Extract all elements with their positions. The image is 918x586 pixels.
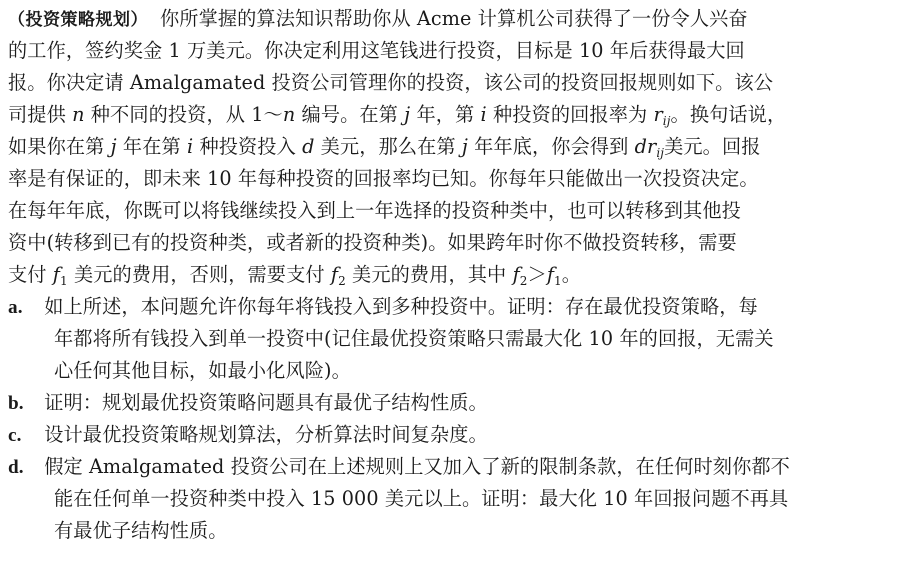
problem-line-3 xyxy=(8,67,908,99)
intro-text: 美元，那么在第 xyxy=(320,135,456,158)
item-label: c. xyxy=(8,425,22,446)
math-var: dr xyxy=(634,135,657,158)
math-var: n xyxy=(72,103,85,126)
intro-text: 年在第 xyxy=(122,135,181,158)
math-var: f xyxy=(512,263,520,286)
item-d-line-3 xyxy=(54,515,918,547)
math-subscript: 1 xyxy=(59,274,68,288)
item-d-line-1 xyxy=(8,451,908,484)
math-var: i xyxy=(186,135,194,158)
intro-text: 种投资的回报率为 xyxy=(492,103,648,126)
intro-text: 在每年年底，你既可以将钱继续投入到上一年选择的投资种类中，也可以转移到其他投 xyxy=(8,199,741,222)
math-var: j xyxy=(404,103,411,126)
math-var: j xyxy=(110,135,117,158)
item-b-line-1 xyxy=(8,387,908,420)
math-operator: ＞ xyxy=(527,263,547,286)
math-var: n xyxy=(282,103,296,126)
intro-text: 如果你在第 xyxy=(8,135,105,158)
intro-text: 报。你决定请 Amalgamated 投资公司管理你的投资，该公司的投资回报规则如下。该公 xyxy=(8,71,774,94)
math-var: f xyxy=(546,263,555,286)
item-text: 如上所述，本问题允许你每年将钱投入到多种投资中。证明：存在最优投资策略，每 xyxy=(44,295,758,318)
math-var: j xyxy=(461,135,468,158)
problem-line-1 xyxy=(8,3,908,36)
intro-text: 。 xyxy=(561,263,582,286)
item-a-line-2 xyxy=(54,323,918,355)
math-var: f xyxy=(52,263,60,286)
item-a-line-1 xyxy=(8,291,908,324)
item-text: 假定 Amalgamated 投资公司在上述规则上又加入了新的限制条款，在任何时刻你都不 xyxy=(44,455,790,478)
item-text: 心任何其他目标，如最小化风险)。 xyxy=(54,359,351,382)
math-subscript: 1 xyxy=(554,274,562,288)
item-d-line-2 xyxy=(54,483,918,515)
problem-line-8 xyxy=(8,227,908,259)
intro-text: 年年底，你会得到 xyxy=(474,135,629,158)
intro-text: 美元。回报 xyxy=(664,135,761,158)
math-var: d xyxy=(302,135,315,158)
intro-text: 支付 xyxy=(8,263,47,286)
item-text: 设计最优投资策略规划算法，分析算法时间复杂度。 xyxy=(44,423,488,446)
problem-line-2 xyxy=(8,35,908,67)
intro-text: 美元的费用，其中 xyxy=(352,263,507,286)
item-c-line-1 xyxy=(8,419,908,452)
math-subscript: ij xyxy=(656,146,665,160)
math-var: i xyxy=(480,103,487,126)
intro-text: 编号。在第 xyxy=(301,103,398,126)
item-a-line-3 xyxy=(54,355,918,387)
intro-text: 的工作，签约奖金 1 万美元。你决定利用这笔钱进行投资，目标是 10 年后获得最大回 xyxy=(8,39,745,62)
item-text: 有最优子结构性质。 xyxy=(54,519,228,542)
intro-text: 年，第 xyxy=(416,103,475,126)
math-var: f xyxy=(330,263,339,286)
item-text: 年都将所有钱投入到单一投资中(记住最优投资策略只需最大化 10 年的回报，无需关 xyxy=(54,327,774,350)
intro-text: 司提供 xyxy=(8,103,66,126)
intro-text: 资中(转移到已有的投资种类，或者新的投资种类)。如果跨年时你不做投资转移，需要 xyxy=(8,231,737,254)
math-subscript: ij xyxy=(662,114,671,128)
math-var: r xyxy=(653,103,663,126)
intro-text: 。换句话说， xyxy=(670,103,787,126)
intro-text: 率是有保证的，即未来 10 年每种投资的回报率均已知。你每年只能做出一次投资决定。 xyxy=(8,167,759,190)
item-text: 能在任何单一投资种类中投入 15 000 美元以上。证明：最大化 10 年回报问题不再具 xyxy=(54,487,789,510)
item-label: d. xyxy=(8,457,24,478)
intro-text: 种不同的投资，从 1～ xyxy=(90,103,283,126)
intro-text: 你所掌握的算法知识帮助你从 Acme 计算机公司获得了一份令人兴奋 xyxy=(160,7,748,30)
intro-text: 美元的费用，否则，需要支付 xyxy=(73,263,325,286)
item-label: b. xyxy=(8,393,24,414)
intro-text: 种投资投入 xyxy=(199,135,296,158)
math-subscript: 2 xyxy=(519,274,528,288)
math-subscript: 2 xyxy=(338,274,346,288)
problem-line-6 xyxy=(8,163,908,195)
problem-line-7 xyxy=(8,195,908,227)
item-text: 证明：规划最优投资策略问题具有最优子结构性质。 xyxy=(44,391,488,414)
problem-title: （投资策略规划） xyxy=(8,10,148,30)
item-label: a. xyxy=(8,297,23,318)
